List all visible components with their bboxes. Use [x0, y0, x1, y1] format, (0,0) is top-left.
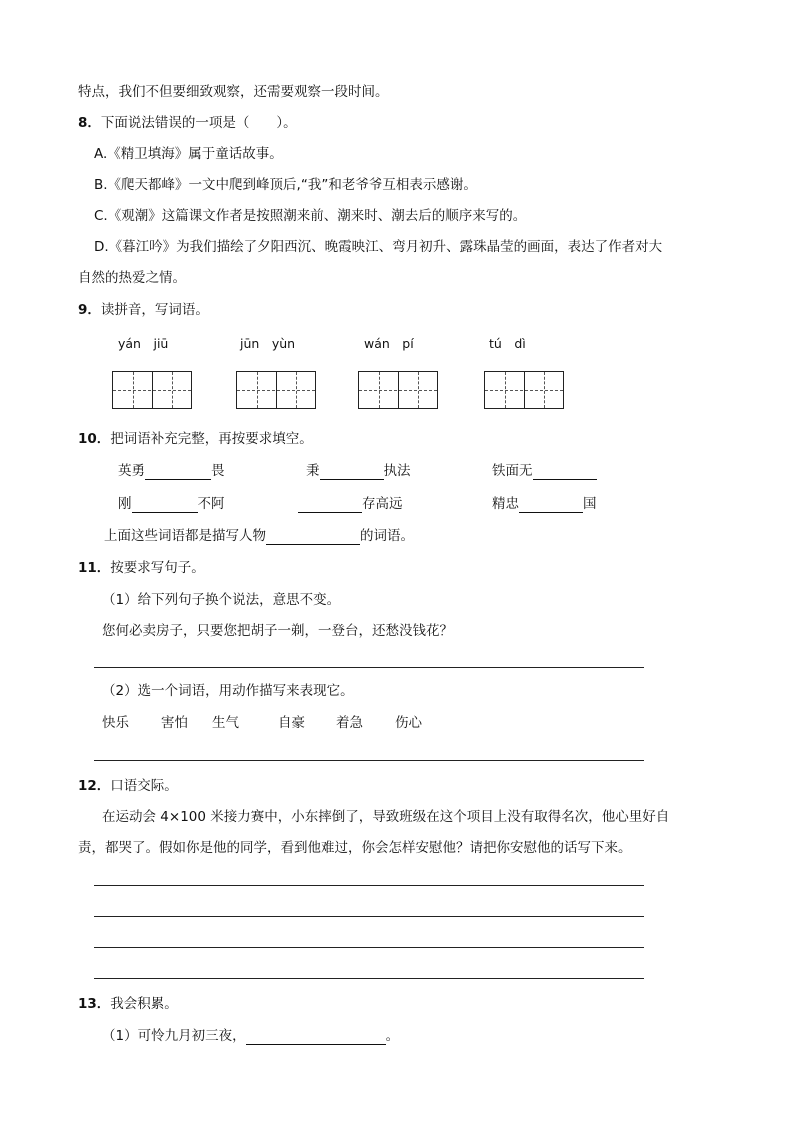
question-13-number: 13． [78, 996, 111, 1012]
question-9 [78, 301, 209, 319]
pinyin-2: jūn yùn [240, 336, 296, 351]
q11-word-6: 伤心 [395, 715, 422, 731]
q10-summary-prefix: 上面这些词语都是描写人物 [104, 528, 266, 544]
question-9-stem: 读拼音，写词语。 [100, 302, 209, 318]
q12-paragraph-line-2: 责，都哭了。假如你是他的同学，看到他难过，你会怎样安慰他？请把你安慰他的话写下来。 [78, 840, 632, 856]
idiom-5 [298, 495, 403, 513]
q12-paragraph-line-1: 在运动会 4×100 米接力赛中，小东摔倒了，导致班级在这个项目上没有取得名次，他心里好自 [102, 809, 670, 825]
pinyin-1: yán jiū [118, 336, 169, 351]
q13-part1 [102, 1027, 399, 1045]
q12-answer-line-3[interactable] [94, 947, 644, 948]
question-13 [78, 995, 178, 1013]
question-8 [78, 114, 297, 132]
idiom-6-blank[interactable] [519, 498, 583, 513]
question-10-stem: 把词语补充完整，再按要求填空。 [110, 431, 313, 447]
pinyin-3: wán pí [364, 336, 414, 351]
q8-option-b: B.《爬天都峰》一文中爬到峰顶后,“我”和老爷爷互相表示感谢。 [94, 177, 477, 193]
q10-summary-blank[interactable] [266, 530, 360, 545]
q11-word-1: 快乐 [102, 715, 129, 731]
idiom-3-blank[interactable] [533, 465, 597, 480]
q11-word-3: 生气 [212, 715, 239, 731]
idiom-6-prefix: 精忠 [492, 496, 519, 512]
idiom-2-blank[interactable] [320, 465, 384, 480]
idiom-4 [118, 495, 225, 513]
question-12 [78, 777, 178, 795]
question-8-number: 8． [78, 115, 101, 131]
q13-part1-suffix: 。 [385, 1028, 400, 1044]
q8-option-a: A.《精卫填海》属于童话故事。 [94, 146, 283, 162]
writing-grid-2[interactable] [236, 371, 316, 409]
q8-option-d-continued: 自然的热爱之情。 [78, 270, 186, 286]
idiom-1 [118, 462, 225, 480]
q11-word-5: 着急 [336, 715, 363, 731]
idiom-1-suffix: 畏 [211, 463, 225, 479]
idiom-6 [492, 495, 597, 513]
q10-summary-suffix: 的词语。 [360, 528, 414, 544]
idiom-2-prefix: 秉 [306, 463, 320, 479]
idiom-6-suffix: 国 [583, 496, 597, 512]
idiom-3 [492, 462, 597, 480]
q11-part1-instruction: （1）给下列句子换个说法，意思不变。 [102, 592, 341, 608]
question-11-stem: 按要求写句子。 [110, 560, 205, 576]
question-12-stem: 口语交际。 [110, 778, 178, 794]
idiom-4-prefix: 刚 [118, 496, 132, 512]
question-9-number: 9． [78, 302, 101, 318]
writing-grid-4[interactable] [484, 371, 564, 409]
idiom-1-prefix: 英勇 [118, 463, 145, 479]
question-11 [78, 559, 205, 577]
question-13-stem: 我会积累。 [110, 996, 178, 1012]
q8-option-c: C.《观潮》这篇课文作者是按照潮来前、潮来时、潮去后的顺序来写的。 [94, 208, 527, 224]
question-10-number: 10． [78, 431, 111, 447]
q8-option-d: D.《暮江吟》为我们描绘了夕阳西沉、晚霞映江、弯月初升、露珠晶莹的画面，表达了作者对大 [94, 239, 663, 255]
intro-tail-text: 特点，我们不但要细致观察，还需要观察一段时间。 [78, 84, 389, 100]
q10-summary [104, 527, 414, 545]
idiom-5-suffix: 存高远 [362, 496, 403, 512]
question-10 [78, 430, 313, 448]
writing-grid-3[interactable] [358, 371, 438, 409]
question-12-number: 12． [78, 778, 111, 794]
q11-part2-instruction: （2）选一个词语，用动作描写来表现它。 [102, 683, 354, 699]
q12-answer-line-4[interactable] [94, 978, 644, 979]
pinyin-4: tú dì [489, 336, 526, 351]
q11-part1-sentence: 您何必卖房子，只要您把胡子一剃，一登台，还愁没钱花？ [102, 623, 453, 639]
idiom-5-blank[interactable] [298, 498, 362, 513]
idiom-3-prefix: 铁面无 [492, 463, 533, 479]
q11-word-2: 害怕 [161, 715, 188, 731]
question-8-stem: 下面说法错误的一项是（ ）。 [100, 115, 297, 131]
q12-answer-line-2[interactable] [94, 916, 644, 917]
q11-word-4: 自豪 [278, 715, 305, 731]
q12-answer-line-1[interactable] [94, 885, 644, 886]
q11-answer-line-2[interactable] [94, 760, 644, 761]
q11-answer-line-1[interactable] [94, 667, 644, 668]
idiom-4-blank[interactable] [132, 498, 198, 513]
q13-part1-prefix: （1）可怜九月初三夜， [102, 1028, 246, 1044]
idiom-2 [306, 462, 411, 480]
idiom-1-blank[interactable] [145, 465, 211, 480]
idiom-4-suffix: 不阿 [197, 496, 225, 512]
idiom-2-suffix: 执法 [383, 463, 411, 479]
q13-part1-blank[interactable] [246, 1030, 386, 1045]
question-11-number: 11． [78, 560, 111, 576]
writing-grid-1[interactable] [112, 371, 192, 409]
